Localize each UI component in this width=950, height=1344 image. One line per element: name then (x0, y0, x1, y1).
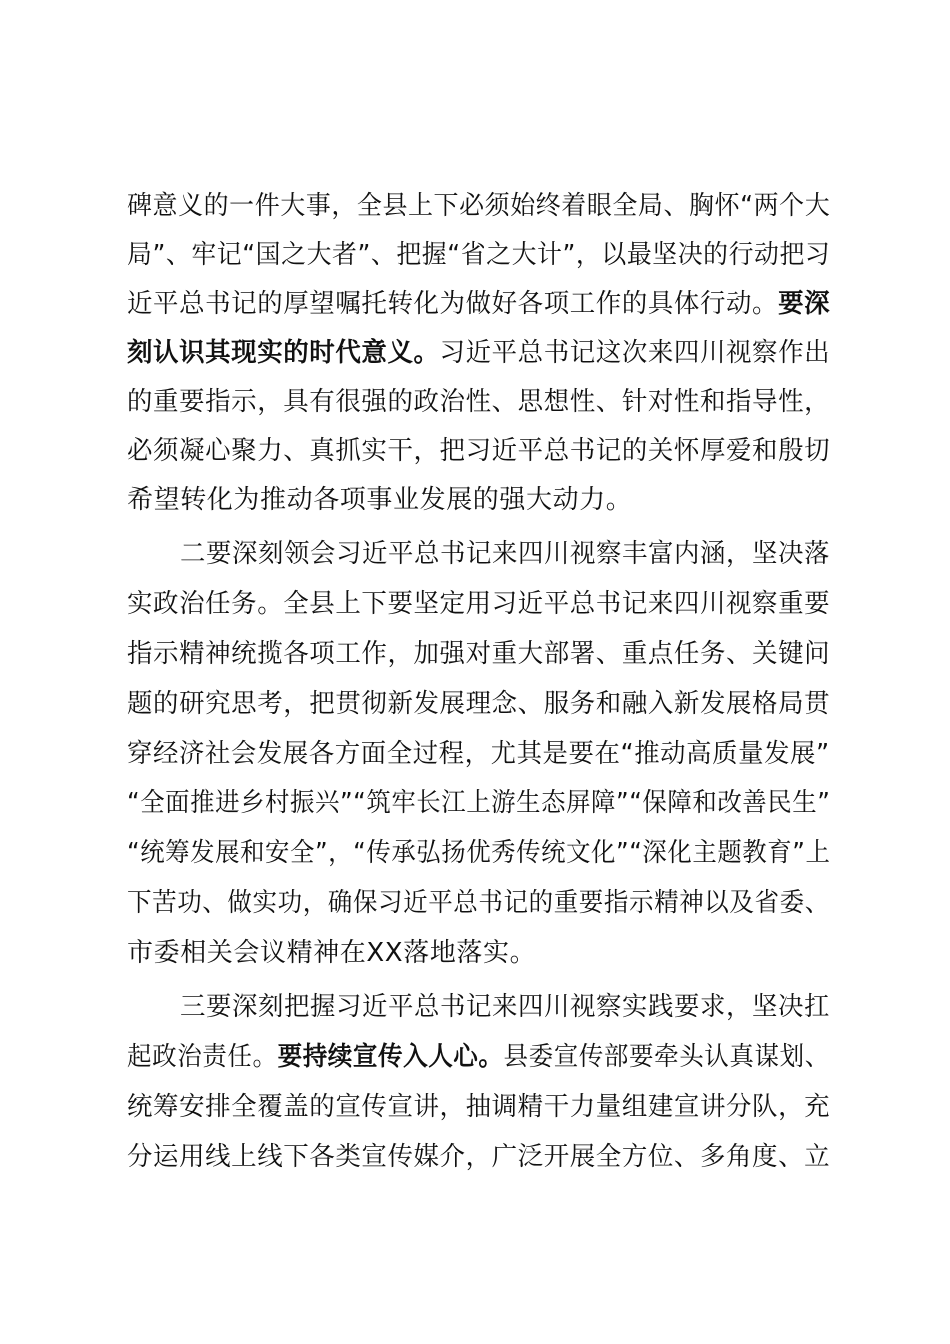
text-line: 分运用线上线下各类宣传媒介，广泛开展全方位、多角度、立 (127, 1142, 831, 1172)
text-span: 县委宣传部要牵头认真谋划、 (503, 1042, 830, 1072)
text-line: 穿经济社会发展各方面全过程，尤其是要在“推动高质量发展” (127, 739, 830, 769)
text-line: 市委相关会议精神在XX落地落实。 (127, 938, 537, 968)
text-line: 必须凝心聚力、真抓实干，把习近平总书记的关怀厚爱和殷切 (127, 436, 831, 466)
text-span: 习近平总书记这次来四川视察作出 (439, 338, 831, 368)
text-span: 近平总书记的厚望嘱托转化为做好各项工作的具体行动。 (127, 289, 779, 319)
bold-heading-span: 刻认识其现实的时代意义。 (127, 338, 440, 368)
text-line: 下苦功、做实功，确保习近平总书记的重要指示精神以及省委、 (127, 888, 830, 918)
bold-heading-span: 要持续宣传入人心。 (277, 1042, 504, 1072)
text-line: 指示精神统揽各项工作，加强对重大部署、重点任务、关键问 (127, 639, 831, 669)
text-line: “统筹发展和安全”，“传承弘扬优秀传统文化”“深化主题教育”上 (127, 838, 831, 868)
text-line (127, 1040, 830, 1074)
text-line: 统筹安排全覆盖的宣传宣讲，抽调精干力量组建宣讲分队，充 (127, 1092, 831, 1122)
text-line: 的重要指示，具有很强的政治性、思想性、针对性和指导性， (127, 387, 831, 417)
text-line: 希望转化为推动各项事业发展的强大动力。 (127, 485, 633, 515)
text-line: 实政治任务。全县上下要坚定用习近平总书记来四川视察重要 (127, 589, 831, 619)
bold-heading-span: 要深 (778, 289, 831, 319)
text-line (127, 336, 830, 370)
text-line: 题的研究思考，把贯彻新发展理念、服务和融入新发展格局贯 (127, 689, 831, 719)
text-line: 三要深刻把握习近平总书记来四川视察实践要求，坚决扛 (180, 992, 830, 1022)
text-line: 局”、牢记“国之大者”、把握“省之大计”，以最坚决的行动把习 (127, 240, 831, 270)
text-line (127, 287, 830, 321)
text-span: 起政治责任。 (127, 1042, 278, 1072)
text-line: 碑意义的一件大事，全县上下必须始终着眼全局、胸怀“两个大 (127, 191, 831, 221)
text-line: “全面推进乡村振兴”“筑牢长江上游生态屏障”“保障和改善民生” (127, 788, 831, 818)
text-line: 二要深刻领会习近平总书记来四川视察丰富内涵，坚决落 (180, 539, 830, 569)
